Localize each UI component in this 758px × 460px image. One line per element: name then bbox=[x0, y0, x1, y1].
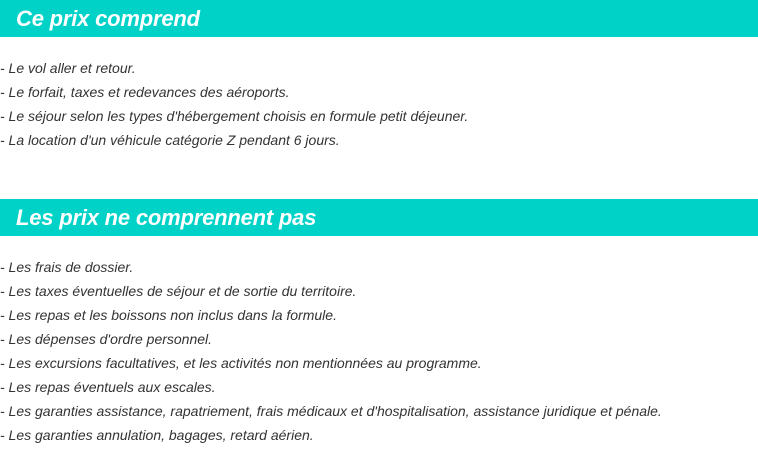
excluded-item: - Les garanties assistance, rapatriement, frais médicaux et d'hospitalisation, assistance juridique et pénale. bbox=[0, 403, 662, 419]
included-item: - Le vol aller et retour. bbox=[0, 60, 136, 76]
included-section-heading: Ce prix comprend bbox=[0, 0, 758, 37]
excluded-item: - Les excursions facultatives, et les activités non mentionnées au programme. bbox=[0, 355, 482, 371]
excluded-item: - Les frais de dossier. bbox=[0, 259, 134, 275]
excluded-item: - Les dépenses d'ordre personnel. bbox=[0, 331, 213, 347]
included-items-list bbox=[0, 56, 468, 152]
excluded-items-list bbox=[0, 255, 662, 447]
excluded-item: - Les repas éventuels aux escales. bbox=[0, 379, 216, 395]
included-item: - Le forfait, taxes et redevances des aéroports. bbox=[0, 84, 290, 100]
excluded-item: - Les taxes éventuelles de séjour et de sortie du territoire. bbox=[0, 283, 357, 299]
excluded-item: - Les garanties annulation, bagages, retard aérien. bbox=[0, 427, 314, 443]
excluded-section-heading: Les prix ne comprennent pas bbox=[0, 199, 758, 236]
included-item: - La location d'un véhicule catégorie Z pendant 6 jours. bbox=[0, 132, 340, 148]
excluded-item: - Les repas et les boissons non inclus dans la formule. bbox=[0, 307, 337, 323]
included-item: - Le séjour selon les types d'hébergement choisis en formule petit déjeuner. bbox=[0, 108, 469, 124]
